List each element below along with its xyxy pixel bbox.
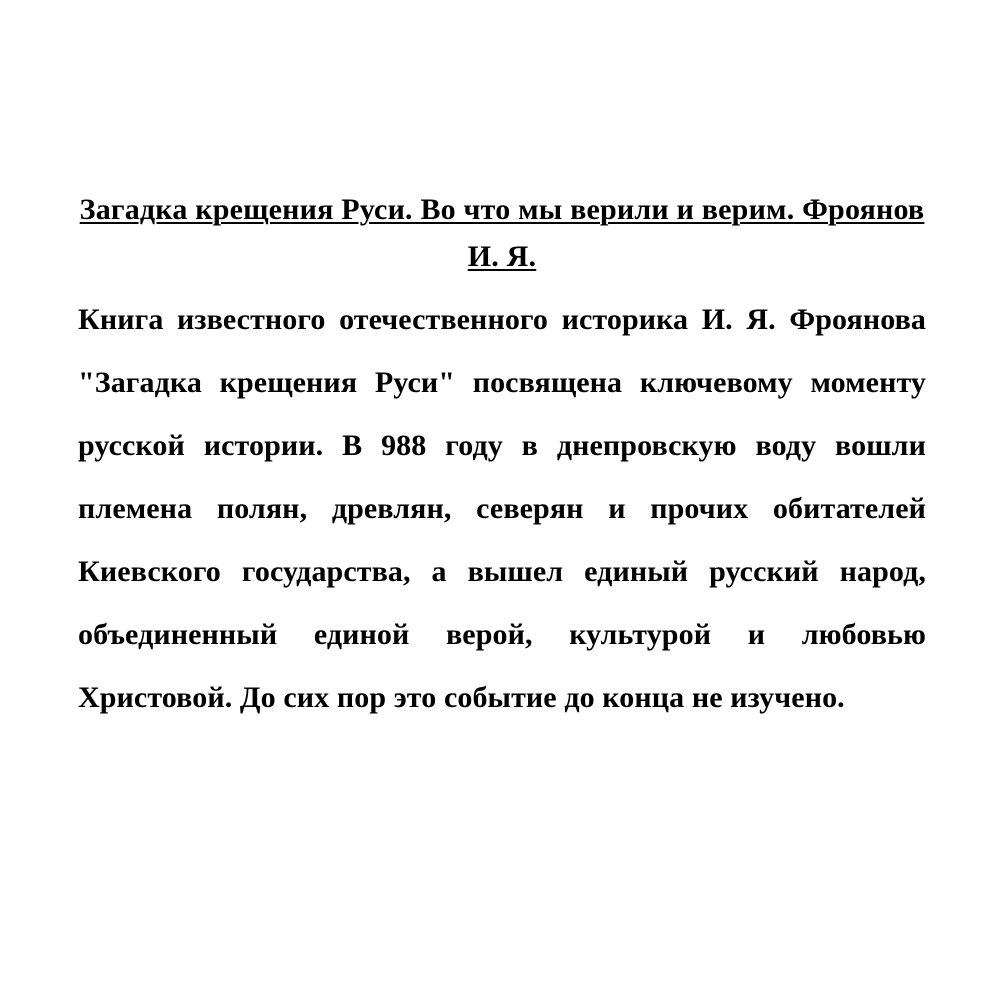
book-title: Загадка крещения Руси. Во что мы верили и верим. Фроянов И. Я. xyxy=(79,193,925,273)
book-description: Книга известного отечественного историка И. Я. Фроянова "Загадка крещения Руси" посвящена ключевому моменту русской истории. В 988 году в днепровскую воду вошли племена полян, древлян, северян и прочих обитателей Киевского государства, а вышел единый русский народ, объединенный единой верой, культурой и любовью Христовой. До сих пор это событие до конца не изучено. xyxy=(78,303,926,714)
book-annotation xyxy=(78,186,926,729)
